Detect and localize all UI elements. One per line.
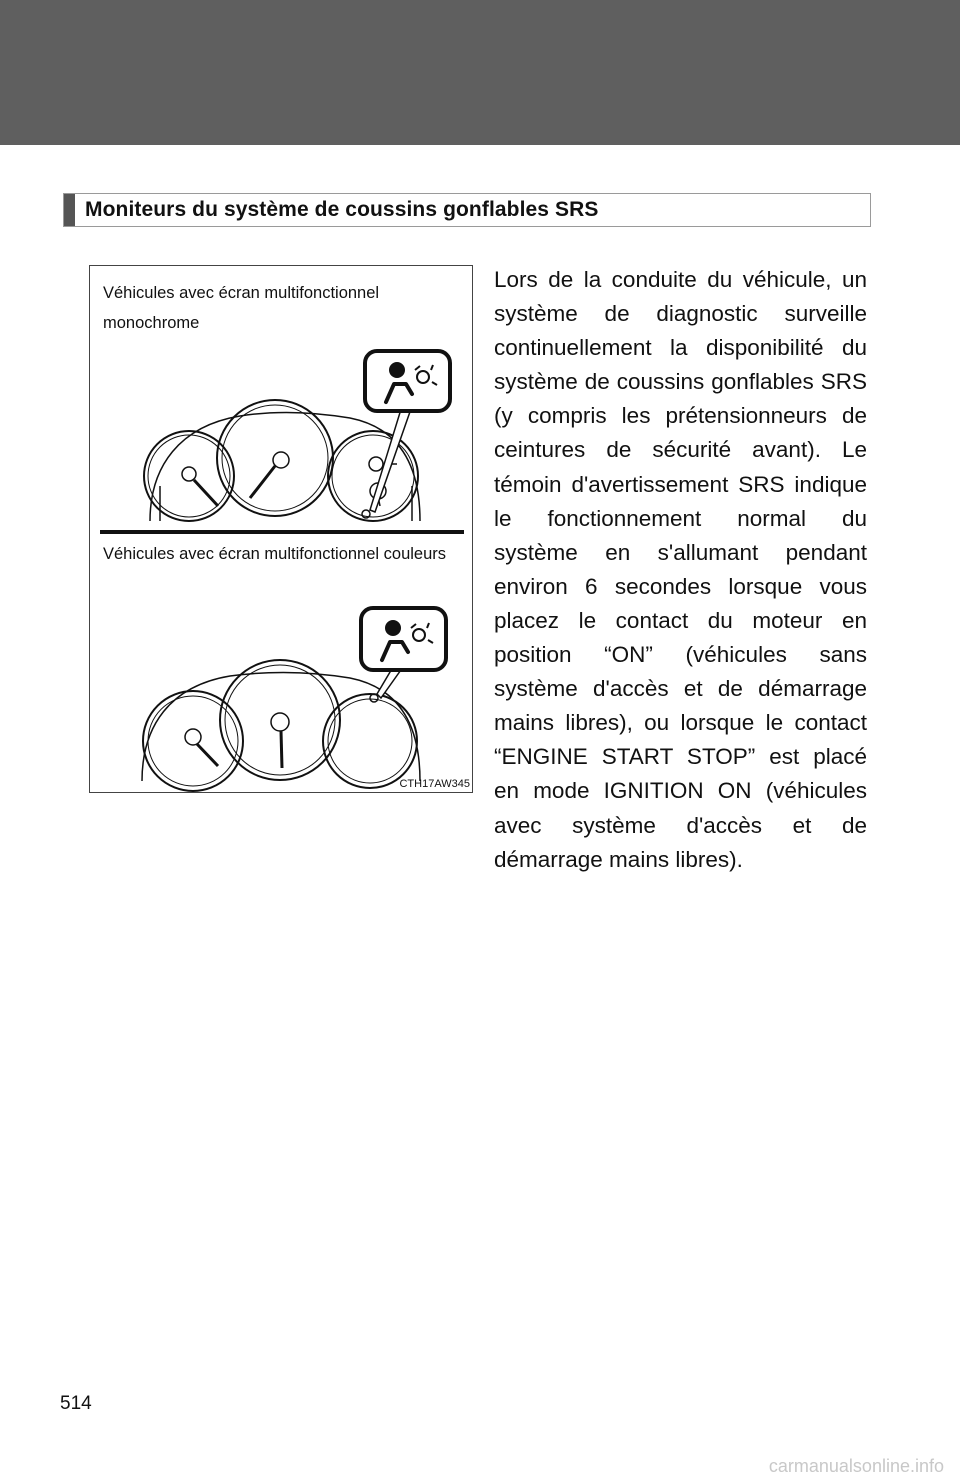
section-title: Moniteurs du système de coussins gonflables SRS bbox=[85, 198, 599, 221]
figure-caption-monochrome: Véhicules avec écran multifonctionnel monochrome bbox=[103, 284, 380, 332]
cluster-top bbox=[144, 351, 450, 521]
body-paragraph: Lors de la conduite du véhicule, un système de diagnostic surveille continuellement la disponibilité du système de coussins gonflables SRS (y compris les prétensionneurs de ceintures de sécurité avant). Le témoin d'avertissement SRS indique le fonctionnement normal du système en s'allumant pendant environ 6 secondes lorsque vous placez le contact du moteur en position “ON” (véhicules sans système d'accès et de démarrage mains libres), ou lorsque le contact “ENGINE START STOP” est placé en mode IGNITION ON (véhicules avec système d'accès et de démarrage mains libres). bbox=[494, 267, 867, 872]
section-header bbox=[63, 193, 871, 227]
watermark: carmanualsonline.info bbox=[768, 1456, 944, 1476]
figure-caption-color: Véhicules avec écran multifonctionnel couleurs bbox=[103, 545, 447, 563]
figure-code: CTH17AW345 bbox=[399, 778, 470, 790]
section-header-bar bbox=[64, 194, 75, 226]
page-number: 514 bbox=[60, 1393, 92, 1414]
cluster-bottom bbox=[142, 608, 446, 791]
header-band bbox=[0, 0, 960, 145]
figure-divider bbox=[100, 530, 464, 534]
cluster-illustrations bbox=[90, 266, 472, 792]
instrument-cluster-figure bbox=[89, 265, 473, 793]
